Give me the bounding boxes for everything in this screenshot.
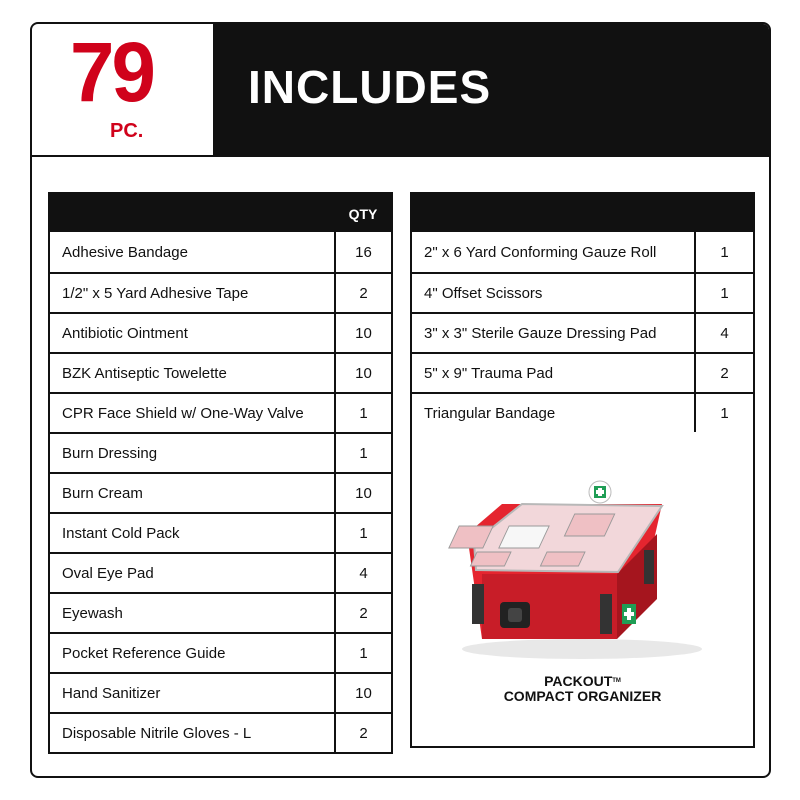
table-row (50, 312, 391, 352)
item-name: Antibiotic Ointment (50, 314, 336, 352)
item-qty: 1 (359, 444, 368, 462)
item-qty: 2 (720, 364, 729, 382)
product-section (412, 434, 753, 746)
item-qty: 1 (359, 524, 368, 542)
product-name-line2: COMPACT ORGANIZER (503, 688, 662, 704)
table-row (50, 352, 391, 392)
item-name: 4" Offset Scissors (412, 274, 696, 312)
item-name: 1/2" x 5 Yard Adhesive Tape (50, 274, 336, 312)
table-row (412, 312, 753, 352)
table-row (412, 352, 753, 392)
item-qty: 1 (720, 243, 729, 261)
item-name: Adhesive Bandage (50, 232, 336, 272)
table-row (50, 512, 391, 552)
item-qty: 16 (355, 243, 372, 261)
table-row (50, 432, 391, 472)
contents-table-right (410, 192, 755, 748)
item-qty: 1 (720, 284, 729, 302)
table-row (50, 712, 391, 752)
item-qty: 10 (355, 684, 372, 702)
item-name: Hand Sanitizer (50, 674, 336, 712)
item-name: 5" x 9" Trauma Pad (412, 354, 696, 392)
table-row (50, 552, 391, 592)
item-name: 2" x 6 Yard Conforming Gauze Roll (412, 232, 696, 272)
spec-card (30, 22, 771, 778)
trademark-mark: TM (612, 678, 621, 684)
table-row (50, 472, 391, 512)
table-row (50, 672, 391, 712)
table-row (412, 392, 753, 432)
item-name: Burn Dressing (50, 434, 336, 472)
piece-count: 79 (70, 25, 154, 119)
contents-table-left (48, 192, 393, 754)
qty-column-header: QTY (348, 206, 378, 222)
table-row (50, 272, 391, 312)
item-qty: 10 (355, 324, 372, 342)
product-name-line1: PACKOUT (544, 673, 613, 689)
item-qty: 10 (355, 364, 372, 382)
item-qty: 1 (359, 644, 368, 662)
table-row (50, 592, 391, 632)
item-name: 3" x 3" Sterile Gauze Dressing Pad (412, 314, 696, 352)
item-name: CPR Face Shield w/ One-Way Valve (50, 394, 336, 432)
item-name: Pocket Reference Guide (50, 634, 336, 672)
table-row (412, 232, 753, 272)
piece-count-unit: PC. (110, 120, 144, 142)
item-name: BZK Antiseptic Towelette (50, 354, 336, 392)
table-header (412, 194, 753, 232)
product-name (412, 674, 753, 704)
item-qty: 4 (720, 324, 729, 342)
piece-count-box (32, 24, 215, 155)
item-name: Instant Cold Pack (50, 514, 336, 552)
item-name: Disposable Nitrile Gloves - L (50, 714, 336, 752)
item-qty: 2 (359, 724, 368, 742)
table-row (50, 392, 391, 432)
item-qty: 2 (359, 604, 368, 622)
header-bar (32, 24, 769, 157)
item-name: Triangular Bandage (412, 394, 696, 432)
item-name: Burn Cream (50, 474, 336, 512)
table-row (412, 272, 753, 312)
item-name: Oval Eye Pad (50, 554, 336, 592)
item-qty: 10 (355, 484, 372, 502)
table-row (50, 632, 391, 672)
item-qty: 1 (359, 404, 368, 422)
page-title: INCLUDES (248, 61, 492, 113)
item-name: Eyewash (50, 594, 336, 632)
item-qty: 4 (359, 564, 368, 582)
item-qty: 2 (359, 284, 368, 302)
first-aid-case-image (412, 434, 753, 674)
item-qty: 1 (720, 404, 729, 422)
table-header (50, 194, 391, 232)
table-row (50, 232, 391, 272)
